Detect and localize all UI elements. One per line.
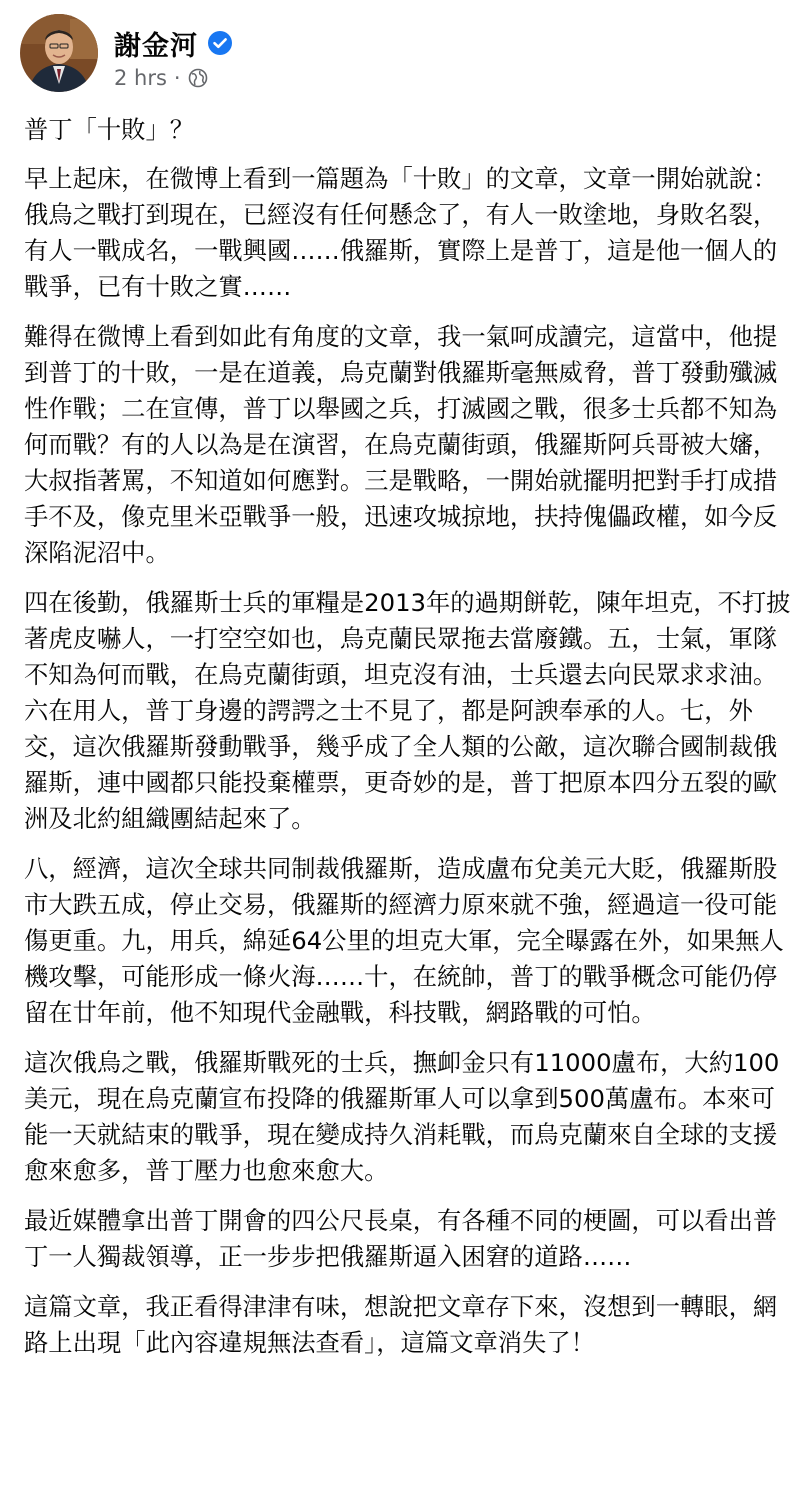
post-paragraph: 這次俄烏之戰，俄羅斯戰死的士兵，撫卹金只有11000盧布，大約100美元，現在烏克蘭宣布投降的俄羅斯軍人可以拿到500萬盧布。本來可能一天就結束的戰爭，現在變成持久消耗戰，而烏克蘭來自全球的支援愈來愈多，普丁壓力也愈來愈大。 (24, 1048, 780, 1185)
verified-badge-icon (207, 30, 233, 56)
avatar[interactable] (20, 14, 98, 92)
separator-dot: · (173, 66, 181, 90)
post-time-row (114, 66, 233, 90)
post-paragraph: 這篇文章，我正看得津津有味，想說把文章存下來，沒想到一轉眼，網路上出現「此內容違規無法查看」，這篇文章消失了！ (24, 1292, 778, 1357)
author-row (114, 26, 233, 60)
post-body (24, 112, 794, 1375)
post-title-line: 普丁「十敗」？ (24, 115, 195, 144)
author-name[interactable]: 謝金河 (114, 30, 198, 62)
globe-public-icon[interactable] (188, 68, 208, 88)
post-paragraph: 早上起床，在微博上看到一篇題為「十敗」的文章，文章一開始就說：俄烏之戰打到現在，已經沒有任何懸念了，有人一敗塗地，身敗名裂，有人一戰成名，一戰興國……俄羅斯，實際上是普丁，這是他一個人的戰爭，已有十敗之實…… (24, 164, 778, 301)
post-timestamp[interactable]: 2 hrs (114, 66, 167, 90)
post-paragraph: 八，經濟，這次全球共同制裁俄羅斯，造成盧布兌美元大貶，俄羅斯股市大跌五成，停止交易，俄羅斯的經濟力原來就不強，經過這一役可能傷更重。九，用兵，綿延64公里的坦克大軍，完全曝露在外，如果無人機攻擊，可能形成一條火海……十，在統帥，普丁的戰爭概念可能仍停留在廿年前，他不知現代金融戰，科技戰，網路戰的可怕。 (24, 854, 784, 1027)
post-paragraph: 最近媒體拿出普丁開會的四公尺長桌，有各種不同的梗圖，可以看出普丁一人獨裁領導，正一步步把俄羅斯逼入困窘的道路…… (24, 1206, 778, 1271)
avatar-photo (20, 14, 98, 92)
post-meta (114, 14, 233, 90)
post-paragraph: 難得在微博上看到如此有角度的文章，我一氣呵成讀完，這當中，他提到普丁的十敗，一是在道義，烏克蘭對俄羅斯毫無威脅，普丁發動殲滅性作戰；二在宣傳，普丁以舉國之兵，打滅國之戰，很多士兵都不知為何而戰？有的人以為是在演習，在烏克蘭街頭，俄羅斯阿兵哥被大嬸，大叔指著罵，不知道如何應對。三是戰略，一開始就擺明把對手打成措手不及，像克里米亞戰爭一般，迅速攻城掠地，扶持傀儡政權，如今反深陷泥沼中。 (24, 322, 778, 567)
post-paragraph: 四在後勤，俄羅斯士兵的軍糧是2013年的過期餅乾，陳年坦克，不打披著虎皮嚇人，一打空空如也，烏克蘭民眾拖去當廢鐵。五，士氣，軍隊不知為何而戰，在烏克蘭街頭，坦克沒有油，士兵還去向民眾求求油。六在用人，普丁身邊的諤諤之士不見了，都是阿諛奉承的人。七，外交，這次俄羅斯發動戰爭，幾乎成了全人類的公敵，這次聯合國制裁俄羅斯，連中國都只能投棄權票，更奇妙的是，普丁把原本四分五裂的歐洲及北約組織團結起來了。 (24, 588, 791, 833)
post-header (20, 14, 233, 94)
